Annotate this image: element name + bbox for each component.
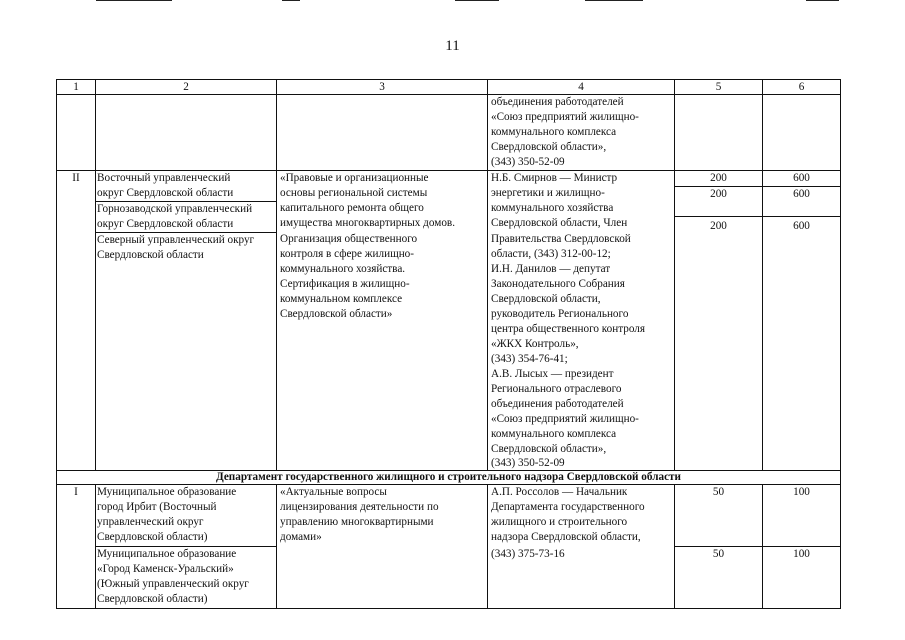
participants-count: 200 [710,172,727,184]
top-rule [96,0,172,1]
municipality-name: Свердловской области) [97,531,208,543]
municipality-name: город Ирбит (Восточный [97,501,217,513]
column-header: 2 [183,81,189,93]
speakers-line: центра общественного контроля [491,323,646,335]
page-number: 11 [445,38,460,54]
seminar-topic: «Правовые и организационные [280,172,429,184]
seminar-topic: лицензирования деятельности по [280,501,439,513]
participants-total: 100 [793,548,810,560]
seminar-topic: «Актуальные вопросы [280,486,387,498]
column-header: 4 [578,81,584,93]
top-rule [585,0,643,1]
column-header: 6 [798,81,805,93]
speakers-line: Департамента государственного [491,501,645,513]
participants-total: 600 [793,172,810,184]
speakers-line: коммунального комплекса [491,428,617,440]
speakers-line: надзора Свердловской области, [491,531,641,543]
top-rule [806,0,839,1]
speakers-line: области, (343) 312-00-12; [491,248,611,260]
municipality-name: Муниципальное образование [97,486,237,498]
district-name: округ Свердловской области [97,187,234,199]
speakers-line: Законодательного Собрания [491,278,625,290]
speakers-line: Свердловской области», [491,443,607,455]
speakers-line: энергетики и жилищно- [491,187,605,199]
speakers-line: «ЖКХ Контроль», [491,338,579,350]
municipality-name: управленческий округ [97,516,204,528]
top-rule [282,0,300,1]
municipality-name: Свердловской области) [97,593,208,605]
speakers-line: руководитель Регионального [491,308,629,320]
speakers-line: жилищного и строительного [491,516,628,528]
speakers-line: «Союз предприятий жилищно- [491,413,639,425]
top-rule [455,0,499,1]
row-number: I [74,486,78,498]
speakers-line: коммунального хозяйства [491,202,614,214]
seminar-topic: Организация общественного [280,233,418,245]
organizer-line: коммунального комплекса [491,126,617,138]
participants-count: 200 [710,220,727,232]
municipality-name: Муниципальное образование [97,548,237,560]
seminar-topic: основы региональной системы [280,187,428,199]
seminar-topic: контроля в сфере жилищно- [280,248,414,260]
organizer-line: Свердловской области», [491,141,607,153]
seminar-topic: коммунального хозяйства. [280,263,406,275]
district-name: Восточный управленческий [97,172,231,184]
district-name: Свердловской области [97,249,204,261]
row-number: II [72,172,80,184]
municipality-name: (Южный управленческий округ [97,578,249,590]
column-header: 5 [715,81,722,93]
speakers-line: объединения работодателей [491,398,624,410]
speakers-line: Свердловской области, [491,293,601,305]
participants-count: 50 [712,548,725,560]
speakers-line: Правительства Свердловской [491,233,631,245]
seminar-topic: управлению многоквартирными [280,516,434,528]
speakers-line: (343) 375-73-16 [491,548,565,560]
seminar-topic: капитального ремонта общего [280,202,424,214]
column-header: 1 [73,81,79,93]
participants-total: 600 [793,220,810,232]
organizer-line: «Союз предприятий жилищно- [491,111,639,123]
speakers-line: Регионального отраслевого [491,383,622,395]
column-header: 3 [379,81,385,93]
organizer-line: объединения работодателей [491,96,624,108]
section-title: Департамент государственного жилищного и строительного надзора Свердловской области [216,471,681,483]
seminar-topic: Свердловской области» [280,308,393,320]
district-name: Северный управленческий округ [97,234,255,246]
municipality-name: «Город Каменск-Уральский» [97,563,234,575]
seminar-topic: имущества многоквартирных домов. [280,217,456,229]
seminar-topic: домами» [280,531,322,543]
participants-count: 50 [712,486,725,498]
participants-total: 600 [793,188,810,200]
seminar-topic: Сертификация в жилищно- [280,278,410,290]
organizer-line: (343) 350-52-09 [491,156,565,168]
speakers-line: Н.Б. Смирнов — Министр [491,172,618,184]
speakers-line: (343) 350-52-09 [491,457,565,469]
district-name: округ Свердловской области [97,218,234,230]
participants-count: 200 [710,188,727,200]
participants-total: 100 [793,486,810,498]
speakers-line: И.Н. Данилов — депутат [491,263,611,275]
district-name: Горнозаводской управленческий [97,203,253,215]
speakers-line: А.В. Лысых — президент [491,368,614,380]
speakers-line: Свердловской области, Член [491,217,628,229]
speakers-line: (343) 354-76-41; [491,353,568,365]
seminar-topic: коммунальном комплексе [280,293,403,305]
speakers-line: А.П. Россолов — Начальник [491,486,628,498]
